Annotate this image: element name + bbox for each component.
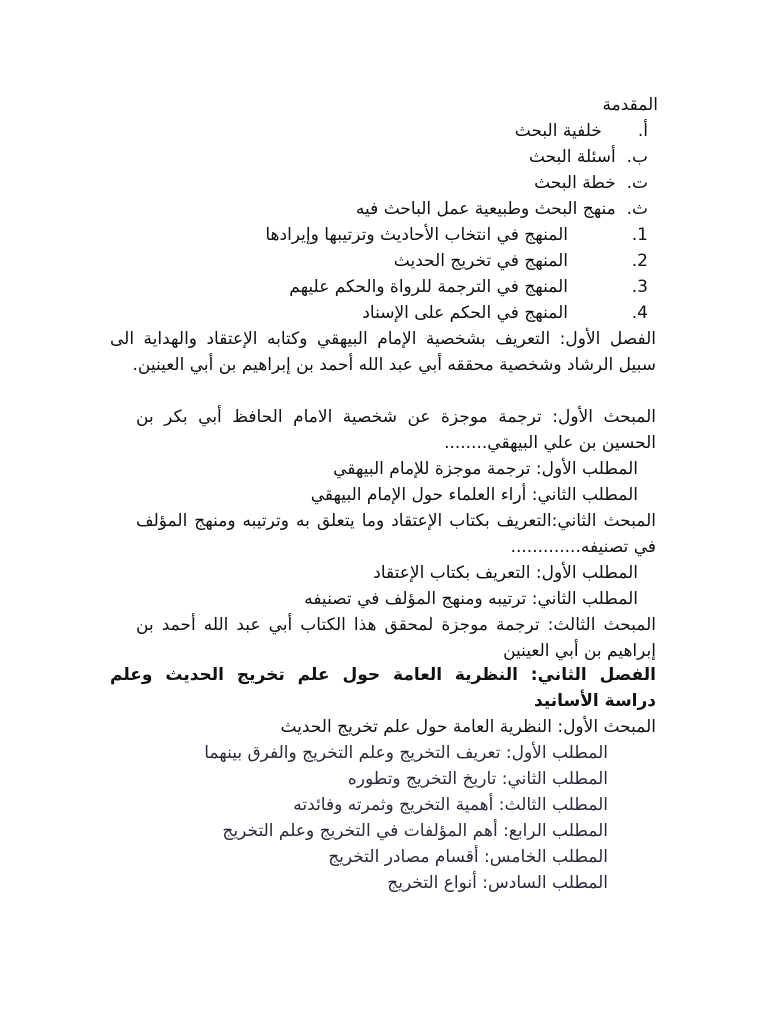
method-text: المنهج في انتخاب الأحاديث وترتيبها وإيرادها [265, 225, 568, 245]
chapter1-section2-title: المبحث الثاني:التعريف بكتاب الإعتقاد وما يتعلق به وترتيبه ومنهج المؤلف في تصنيفه............. [136, 511, 656, 557]
toc-marker: ب. [626, 147, 648, 167]
chapter2-section1-item: المطلب الرابع: أهم المؤلفات في التخريج وعلم التخريج [222, 821, 608, 841]
chapter2-section1-item: المطلب السادس: أنواع التخريج [387, 873, 608, 893]
method-item [289, 274, 648, 300]
toc-item-b [529, 144, 648, 170]
method-text: المنهج في الحكم على الإسناد [362, 303, 568, 323]
method-num: 1. [631, 225, 648, 245]
chapter1-section1-item: المطلب الثاني: أراء العلماء حول الإمام البيهقي [310, 485, 638, 505]
chapter1-section1-title: المبحث الأول: ترجمة موجزة عن شخصية الامام الحافظ أبي بكر بن الحسين بن علي البيهقي........ [136, 407, 656, 453]
intro-heading [603, 92, 658, 118]
toc-item-t [534, 170, 648, 196]
toc-item-th [356, 196, 648, 222]
method-item [394, 248, 648, 274]
toc-text: منهج البحث وطبيعية عمل الباحث فيه [355, 199, 616, 219]
method-num: 2. [631, 251, 648, 271]
method-num: 3. [631, 277, 648, 297]
method-num: 4. [631, 303, 648, 323]
chapter2-section1-item: المطلب الثالث: أهمية التخريج وثمرته وفائدته [293, 795, 608, 815]
chapter1-section3-title: المبحث الثالث: ترجمة موجزة لمحقق هذا الكتاب أبي عبد الله أحمد بن إبراهيم بن أبي العينين [136, 615, 656, 661]
toc-marker: ث. [626, 199, 648, 219]
chapter2-title: الفصل الثاني: النظرية العامة حول علم تخريج الحديث وعلم دراسة الأسانيد [110, 665, 656, 711]
chapter1-section2-item: المطلب الثاني: ترتيبه ومنهج المؤلف في تصنيفه [304, 589, 638, 609]
method-text: المنهج في تخريج الحديث [393, 251, 568, 271]
toc-item-a [515, 118, 648, 144]
chapter2-section1-item: المطلب الأول: تعريف التخريج وعلم التخريج والفرق بينهما [204, 743, 608, 763]
toc-marker: أ. [637, 121, 648, 141]
chapter1-section1-item: المطلب الأول: ترجمة موجزة للإمام البيهقي [333, 459, 638, 479]
chapter2-section1-title: المبحث الأول: النظرية العامة حول علم تخريج الحديث [280, 717, 656, 737]
chapter2-section1-item: المطلب الثاني: تاريخ التخريج وتطوره [347, 769, 608, 789]
toc-marker: ت. [626, 173, 648, 193]
toc-text: خطة البحث [534, 173, 616, 193]
toc-text: أسئلة البحث [528, 147, 616, 167]
intro-text: المقدمة [602, 95, 658, 115]
method-item [362, 300, 648, 326]
chapter2-section1-item: المطلب الخامس: أقسام مصادر التخريج [328, 847, 608, 867]
method-item [265, 222, 648, 248]
toc-text: خلفية البحث [514, 121, 602, 141]
method-text: المنهج في الترجمة للرواة والحكم عليهم [289, 277, 568, 297]
chapter1-section2-item: المطلب الأول: التعريف بكتاب الإعتقاد [373, 563, 638, 583]
chapter1-title: الفصل الأول: التعريف بشخصية الإمام البيهقي وكتابه الإعتقاد والهداية الى سبيل الرشاد وشخصية محققه أبي عبد الله أحمد بن إبراهيم بن أبي العينين. [110, 329, 656, 375]
